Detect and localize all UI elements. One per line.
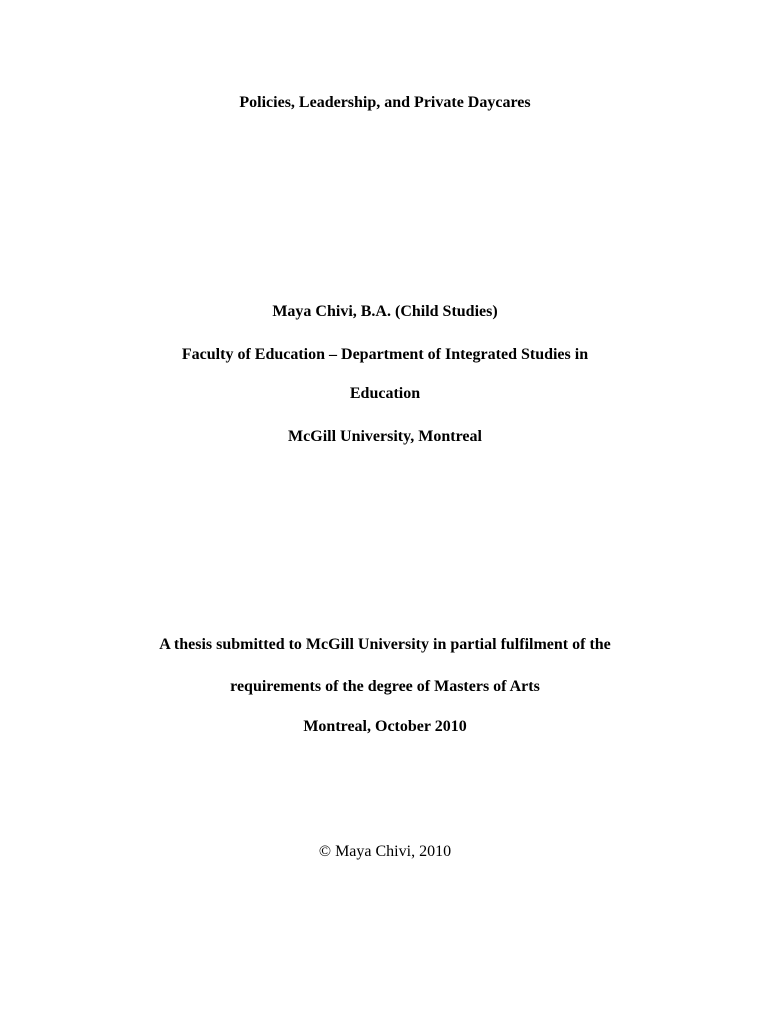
thesis-title: Policies, Leadership, and Private Daycares xyxy=(239,94,531,111)
university-line: McGill University, Montreal xyxy=(288,428,482,445)
author-line: Maya Chivi, B.A. (Child Studies) xyxy=(272,303,498,320)
faculty-line-1: Faculty of Education – Department of Integrated Studies in xyxy=(181,346,589,363)
submission-date: Montreal, October 2010 xyxy=(303,718,467,735)
thesis-statement-line-2: requirements of the degree of Masters of Arts xyxy=(230,678,540,695)
thesis-statement-line-1: A thesis submitted to McGill University in partial fulfilment of the xyxy=(159,636,611,653)
faculty-line-2: Education xyxy=(349,385,421,402)
copyright-notice: © Maya Chivi, 2010 xyxy=(318,843,452,860)
